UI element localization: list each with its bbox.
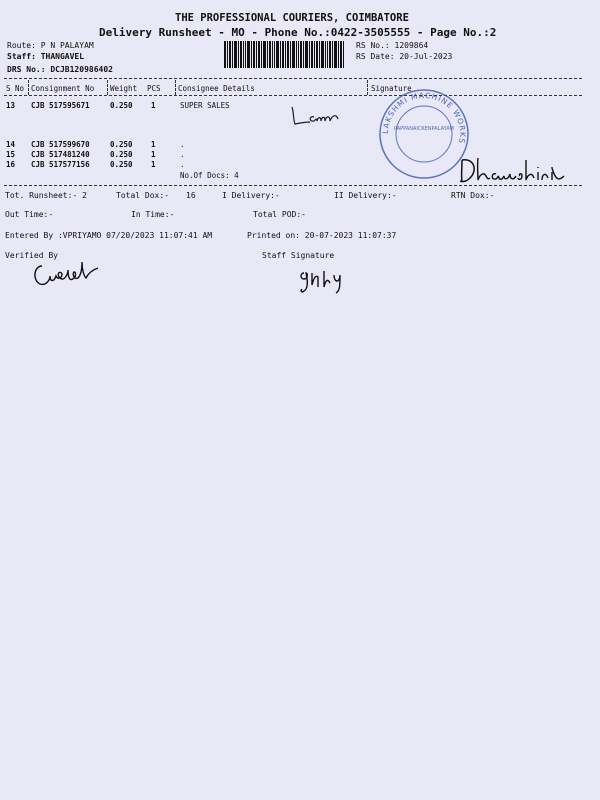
row-weight: 0.250 — [110, 160, 133, 169]
row-weight: 0.250 — [110, 101, 133, 110]
staff-signature-mark — [296, 263, 350, 295]
barcode-image — [224, 41, 344, 68]
row-sno: 13 — [6, 101, 16, 110]
row-consignment: CJB 517577156 — [31, 160, 90, 169]
row-weight: 0.250 — [110, 150, 133, 159]
printed-on: Printed on: 20-07-2023 11:07:37 — [247, 231, 397, 240]
tot-runsheet: Tot. Runsheet:- 2 — [5, 191, 87, 200]
staff-signature-label: Staff Signature — [262, 251, 335, 260]
col-header-consignee: Consignee Details — [178, 84, 255, 93]
row-sno: 15 — [6, 150, 16, 159]
ii-delivery: II Delivery:- — [334, 191, 397, 200]
total-pod: Total POD:- — [253, 210, 306, 219]
no-of-docs: No.Of Docs: 4 — [180, 171, 239, 180]
table-top-rule — [4, 78, 582, 79]
col-header-sno: S No — [6, 84, 25, 93]
row-consignee-details: SUPER SALES — [180, 101, 230, 110]
col-divider — [367, 80, 368, 95]
col-divider — [107, 80, 108, 95]
verified-signature — [28, 256, 108, 290]
row-pcs: 1 — [151, 150, 156, 159]
route-label: Route: P N PALAYAM — [7, 41, 94, 50]
row-consignment: CJB 517595671 — [31, 101, 90, 110]
col-header-consignment: Consignment No — [31, 84, 95, 93]
table-header-rule — [4, 95, 582, 96]
col-header-signature: Signature — [371, 84, 412, 93]
i-delivery: I Delivery:- — [222, 191, 280, 200]
row-pcs: 1 — [151, 101, 156, 110]
rtn-dox: RTN Dox:- — [451, 191, 495, 200]
row-pcs: 1 — [151, 160, 156, 169]
total-dox-value: 16 — [186, 191, 196, 200]
col-header-pcs: PCS — [147, 84, 161, 93]
total-dox-label: Total Dox:- — [116, 191, 169, 200]
out-time: Out Time:- — [5, 210, 54, 219]
company-title: THE PROFESSIONAL COURIERS, COIMBATORE — [175, 12, 409, 24]
row-sno: 16 — [6, 160, 16, 169]
entered-by: Entered By :VPRIYAMO 07/20/2023 11:07:41 AM — [5, 231, 213, 240]
handwritten-note — [288, 103, 352, 129]
stamp-text: LAKSHMI MACHINE WORKS — [380, 90, 468, 145]
svg-text:LAKSHMI MACHINE WORKS — [381, 91, 467, 145]
col-divider — [28, 80, 29, 95]
col-header-weight: Weight — [110, 84, 138, 93]
col-divider — [175, 80, 176, 95]
rs-number: RS No.: 1209864 — [356, 41, 429, 50]
drs-number: DRS No.: DCJB120986402 — [7, 65, 113, 74]
staff-label: Staff: THANGAVEL — [7, 52, 85, 61]
row-consignee-details: . — [180, 160, 185, 169]
row-consignment: CJB 517481240 — [31, 150, 90, 159]
verified-by-label: Verified By — [5, 251, 58, 260]
runsheet-subtitle: Delivery Runsheet - MO - Phone No.:0422-3505555 - Page No.:2 — [99, 26, 497, 39]
row-consignment: CJB 517599670 — [31, 140, 90, 149]
stamp-subtext: PAPPANAICKENPALAYAM — [394, 126, 454, 132]
row-pcs: 1 — [151, 140, 156, 149]
row-consignee-details: . — [180, 150, 185, 159]
rs-date: RS Date: 20-Jul-2023 — [356, 52, 453, 61]
in-time: In Time:- — [131, 210, 175, 219]
row-sno: 14 — [6, 140, 16, 149]
signature-dhaushini — [456, 154, 566, 188]
row-consignee-details: . — [180, 140, 185, 149]
row-weight: 0.250 — [110, 140, 133, 149]
